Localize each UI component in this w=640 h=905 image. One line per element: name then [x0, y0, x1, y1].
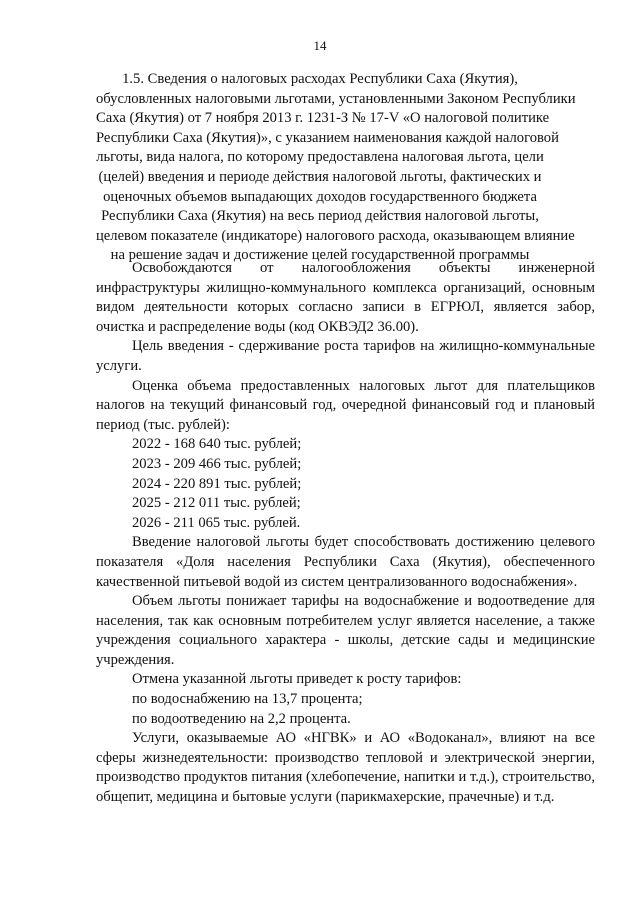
heading-line: обусловленных налоговыми льготами, установленными Законом Республики [96, 90, 576, 107]
heading-line: Республики Саха (Якутия)», с указанием наименования каждой налоговой [96, 129, 559, 146]
heading-line: (целей) введения и периоде действия налоговой льготы, фактических и [98, 168, 542, 185]
body-text [96, 259, 595, 808]
heading-line: льготы, вида налога, по которому предоставлена налоговая льгота, цели [96, 149, 544, 166]
estimate-2025: 2025 - 212 011 тыс. рублей; [132, 495, 301, 512]
heading-line: Республики Саха (Якутия) на весь период действия налоговой льготы, [101, 208, 539, 225]
paragraph-goal: Цель введения - сдерживание роста тарифов на жилищно-коммунальные услуги. [96, 338, 595, 374]
page-number: 14 [313, 38, 327, 53]
paragraph-estimate: Оценка объема предоставленных налоговых льгот для плательщиков налогов на текущий финансовый год, очередной финансовый год и плановый период (тыс. рублей): [96, 377, 595, 433]
paragraph-exemption: Освобождаются от налогообложения объекты инженерной инфраструктуры жилищно-коммунального комплекса организаций, основным видом деятельности которых согласно записи в ЕГРЮЛ, является забор, очистка и распределение воды (код ОКВЭД2 36.00). [96, 260, 595, 335]
paragraph-effect: Введение налоговой льготы будет способствовать достижению целевого показателя «Доля населения Республики Саха (Якутия), обеспеченного качественной питьевой водой из систем централизованного водоснабжения». [96, 534, 595, 590]
heading-line: на решение задач и достижение целей государственной программы [110, 247, 530, 264]
paragraph-cancel: Отмена указанной льготы приведет к росту тарифов: [132, 671, 462, 688]
tariff-water-disposal: по водоотведению на 2,2 процента. [132, 710, 351, 727]
section-heading [96, 70, 576, 266]
paragraph-tariffs: Объем льготы понижает тарифы на водоснабжение и водоотведение для населения, так как основным потребителем услуг является население, а также учреждения социального характера - школы, детские сады и медицинские учреждения. [96, 593, 595, 668]
estimate-2024: 2024 - 220 891 тыс. рублей; [132, 475, 302, 492]
estimate-2022: 2022 - 168 640 тыс. рублей; [132, 436, 302, 453]
tariff-water-supply: по водоснабжению на 13,7 процента; [132, 691, 363, 708]
heading-line: 1.5. Сведения о налоговых расходах Республики Саха (Якутия), [122, 71, 518, 87]
estimate-2023: 2023 - 209 466 тыс. рублей; [132, 455, 302, 472]
heading-line: Саха (Якутия) от 7 ноября 2013 г. 1231-З № 17-V «О налоговой политике [96, 110, 550, 127]
heading-line: оценочных объемов выпадающих доходов государственного бюджета [103, 188, 537, 205]
heading-line: целевом показателе (индикаторе) налогового расхода, оказывающем влияние [96, 227, 575, 244]
paragraph-services: Услуги, оказываемые АО «НГВК» и АО «Водоканал», влияют на все сферы жизнедеятельности: производство тепловой и электрической энергии, производство продуктов питания (хлебопечение, напитки и т.д.), строительство, общепит, медицина и бытовые услуги (парикмахерские, прачечные) и т.д. [96, 730, 595, 806]
estimate-2026: 2026 - 211 065 тыс. рублей. [132, 514, 301, 531]
